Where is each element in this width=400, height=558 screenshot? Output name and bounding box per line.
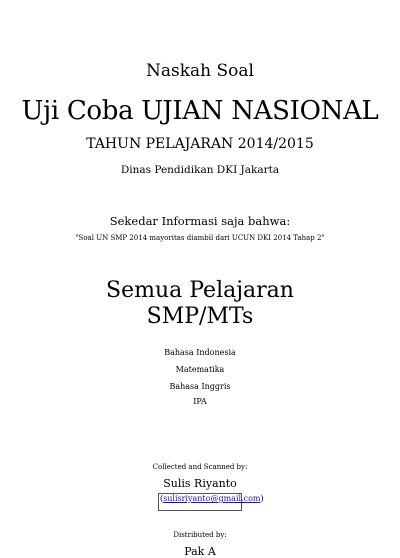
collector-email-line: [0, 493, 400, 511]
subject-item: Bahasa Indonesia: [164, 348, 236, 357]
academic-year: TAHUN PELAJARAN 2014/2015: [86, 136, 314, 152]
cover-heading-main: Uji Coba UJIAN NASIONAL: [21, 96, 379, 126]
info-label: Sekedar Informasi saja bahwa:: [109, 214, 291, 228]
title-line-1: Semua Pelajaran: [106, 278, 294, 303]
paren-open: (: [160, 494, 164, 503]
distributor-name: Pak A: [184, 545, 216, 558]
collected-label: Collected and Scanned by:: [152, 463, 248, 471]
collector-name: Sulis Riyanto: [163, 477, 237, 490]
cover-heading-small: Naskah Soal: [146, 61, 254, 81]
title-line-2: SMP/MTs: [146, 304, 254, 329]
email-box: [158, 493, 264, 511]
subject-item: IPA: [193, 397, 207, 406]
issuer: Dinas Pendidikan DKI Jakarta: [120, 164, 280, 176]
info-quote: "Soal UN SMP 2014 mayoritas diambil dari UCUN DKI 2014 Tahap 2": [75, 234, 325, 242]
subject-item: Bahasa Inggris: [169, 382, 231, 391]
distributed-label: Distributed by:: [173, 531, 227, 539]
collector-email-link[interactable]: sulisriyanto@gmail.com: [163, 494, 261, 503]
subject-item: Matematika: [175, 365, 225, 374]
paren-close: ): [260, 494, 264, 503]
